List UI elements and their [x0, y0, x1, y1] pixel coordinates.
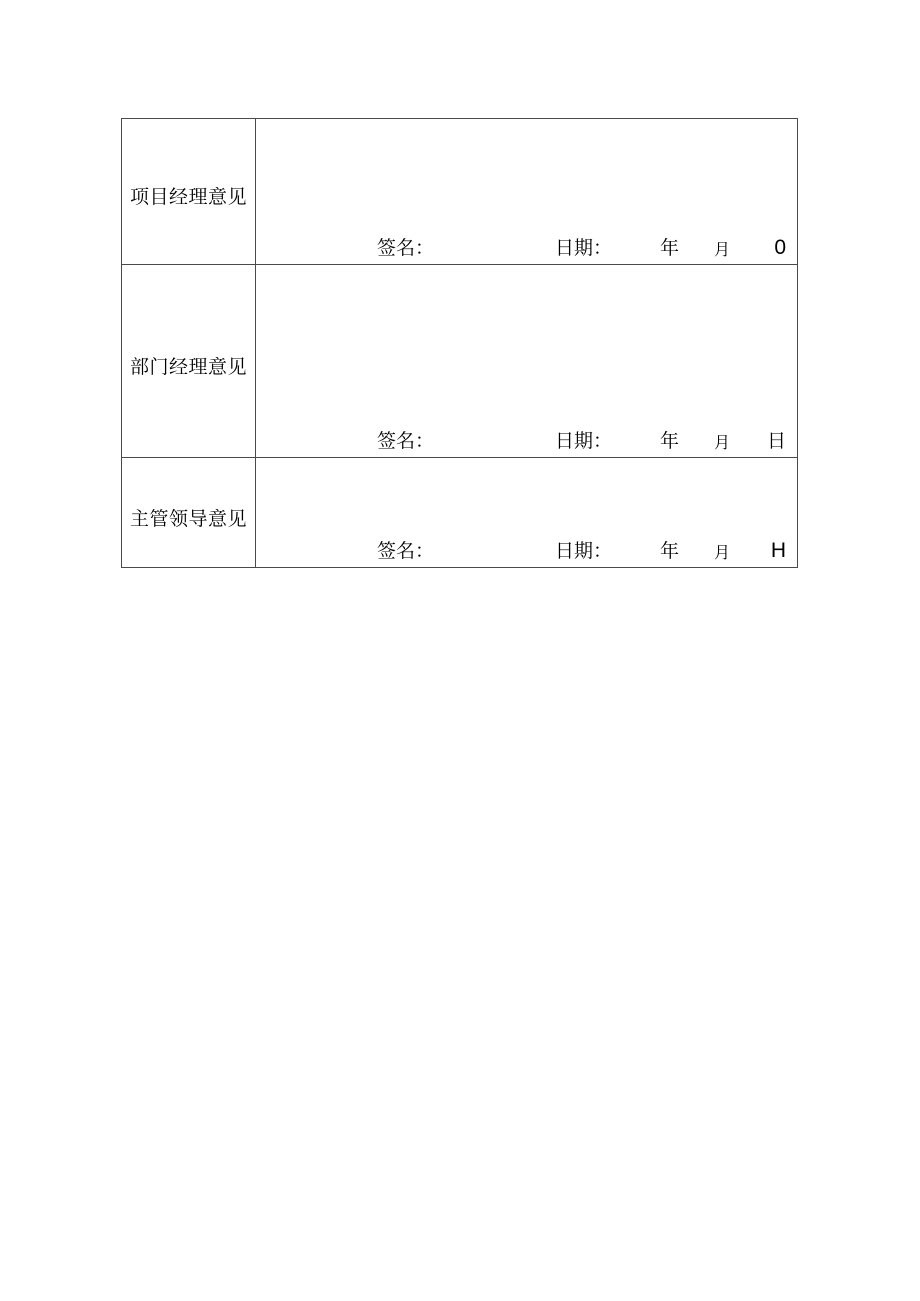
- table-row: [122, 119, 798, 265]
- department-manager-opinion-label: 部门经理意见: [129, 356, 247, 378]
- year-label: 年: [660, 430, 680, 452]
- signature-label: 签名：: [377, 430, 435, 452]
- table-row: [122, 265, 798, 458]
- date-label: 日期：: [555, 430, 613, 452]
- signature-date-line: [256, 234, 797, 260]
- project-manager-opinion-label: 项目经理意见: [129, 186, 247, 208]
- day-label: 日: [766, 430, 786, 452]
- month-label: 月: [714, 240, 731, 259]
- signature-date-line: [256, 427, 797, 453]
- year-label: 年: [660, 237, 680, 259]
- day-label: 0: [774, 236, 786, 259]
- day-label: H: [770, 539, 786, 562]
- date-label: 日期：: [555, 540, 613, 562]
- month-label: 月: [714, 543, 731, 562]
- project-manager-opinion-field[interactable]: [256, 119, 798, 265]
- department-manager-opinion-field[interactable]: [256, 265, 798, 458]
- date-label: 日期：: [555, 237, 613, 259]
- table-row: [122, 458, 798, 568]
- supervisor-opinion-field[interactable]: [256, 458, 798, 568]
- supervisor-opinion-label: 主管领导意见: [129, 508, 247, 530]
- row-label-cell: [122, 265, 256, 458]
- signature-label: 签名：: [377, 237, 435, 259]
- row-label-cell: [122, 458, 256, 568]
- month-label: 月: [714, 433, 731, 452]
- row-label-cell: [122, 119, 256, 265]
- year-label: 年: [660, 540, 680, 562]
- approval-opinion-table: [121, 118, 798, 568]
- signature-date-line: [256, 537, 797, 563]
- signature-label: 签名：: [377, 540, 435, 562]
